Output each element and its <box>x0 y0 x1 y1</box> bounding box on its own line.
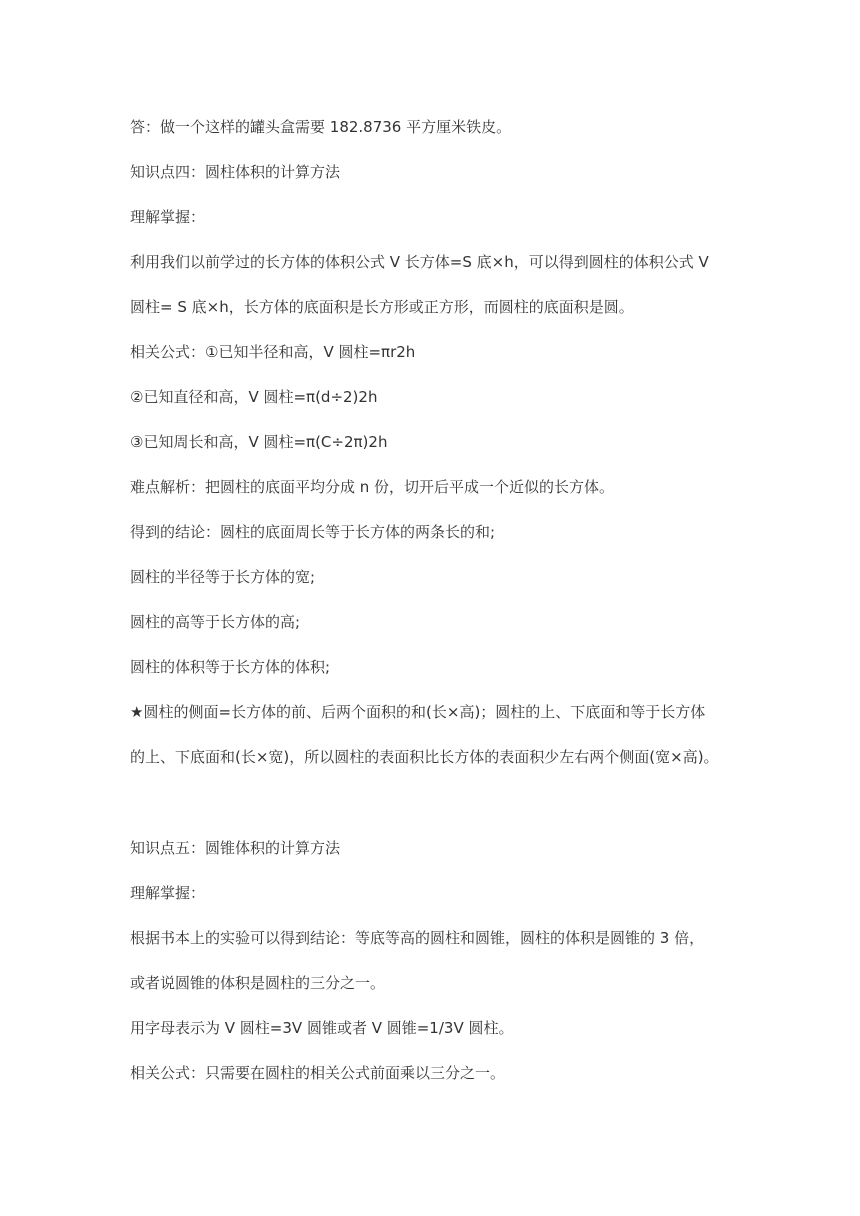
conclusion-line: 得到的结论：圆柱的底面周长等于长方体的两条长的和; <box>130 523 496 541</box>
paragraph-line: 利用我们以前学过的长方体的体积公式 V 长方体=S 底×h，可以得到圆柱的体积公式 V <box>130 253 709 271</box>
understanding-label: 理解掌握： <box>130 208 206 226</box>
paragraph-line: 根据书本上的实验可以得到结论：等底等高的圆柱和圆锥，圆柱的体积是圆锥的 3 倍， <box>130 929 705 947</box>
paragraph-line: 或者说圆锥的体积是圆柱的三分之一。 <box>130 974 386 992</box>
formula-line: 用字母表示为 V 圆柱=3V 圆锥或者 V 圆锥=1/3V 圆柱。 <box>130 1019 514 1037</box>
understanding-label: 理解掌握： <box>130 884 206 902</box>
formula-line: 相关公式：①已知半径和高，V 圆柱=πr2h <box>130 343 416 361</box>
formula-line: ③已知周长和高，V 圆柱=π(C÷2π)2h <box>130 433 388 451</box>
answer-line: 答：做一个这样的罐头盒需要 182.8736 平方厘米铁皮。 <box>130 118 512 136</box>
section-heading-cone-volume: 知识点五：圆锥体积的计算方法 <box>130 839 341 857</box>
conclusion-line: 圆柱的高等于长方体的高; <box>130 613 301 631</box>
star-note-line: 的上、下底面和(长×宽)，所以圆柱的表面积比长方体的表面积少左右两个侧面(宽×高)。 <box>130 748 719 766</box>
difficulty-analysis-line: 难点解析：把圆柱的底面平均分成 n 份，切开后平成一个近似的长方体。 <box>130 478 615 496</box>
star-note-line: ★圆柱的侧面=长方体的前、后两个面积的和(长×高)；圆柱的上、下底面和等于长方体 <box>130 703 706 721</box>
conclusion-line: 圆柱的半径等于长方体的宽; <box>130 568 316 586</box>
section-heading-cylinder-volume: 知识点四：圆柱体积的计算方法 <box>130 163 341 181</box>
conclusion-line: 圆柱的体积等于长方体的体积; <box>130 658 331 676</box>
paragraph-line: 圆柱= S 底×h，长方体的底面积是长方形或正方形，而圆柱的底面积是圆。 <box>130 298 634 316</box>
formula-line: 相关公式：只需要在圆柱的相关公式前面乘以三分之一。 <box>130 1064 506 1082</box>
formula-line: ②已知直径和高，V 圆柱=π(d÷2)2h <box>130 388 378 406</box>
